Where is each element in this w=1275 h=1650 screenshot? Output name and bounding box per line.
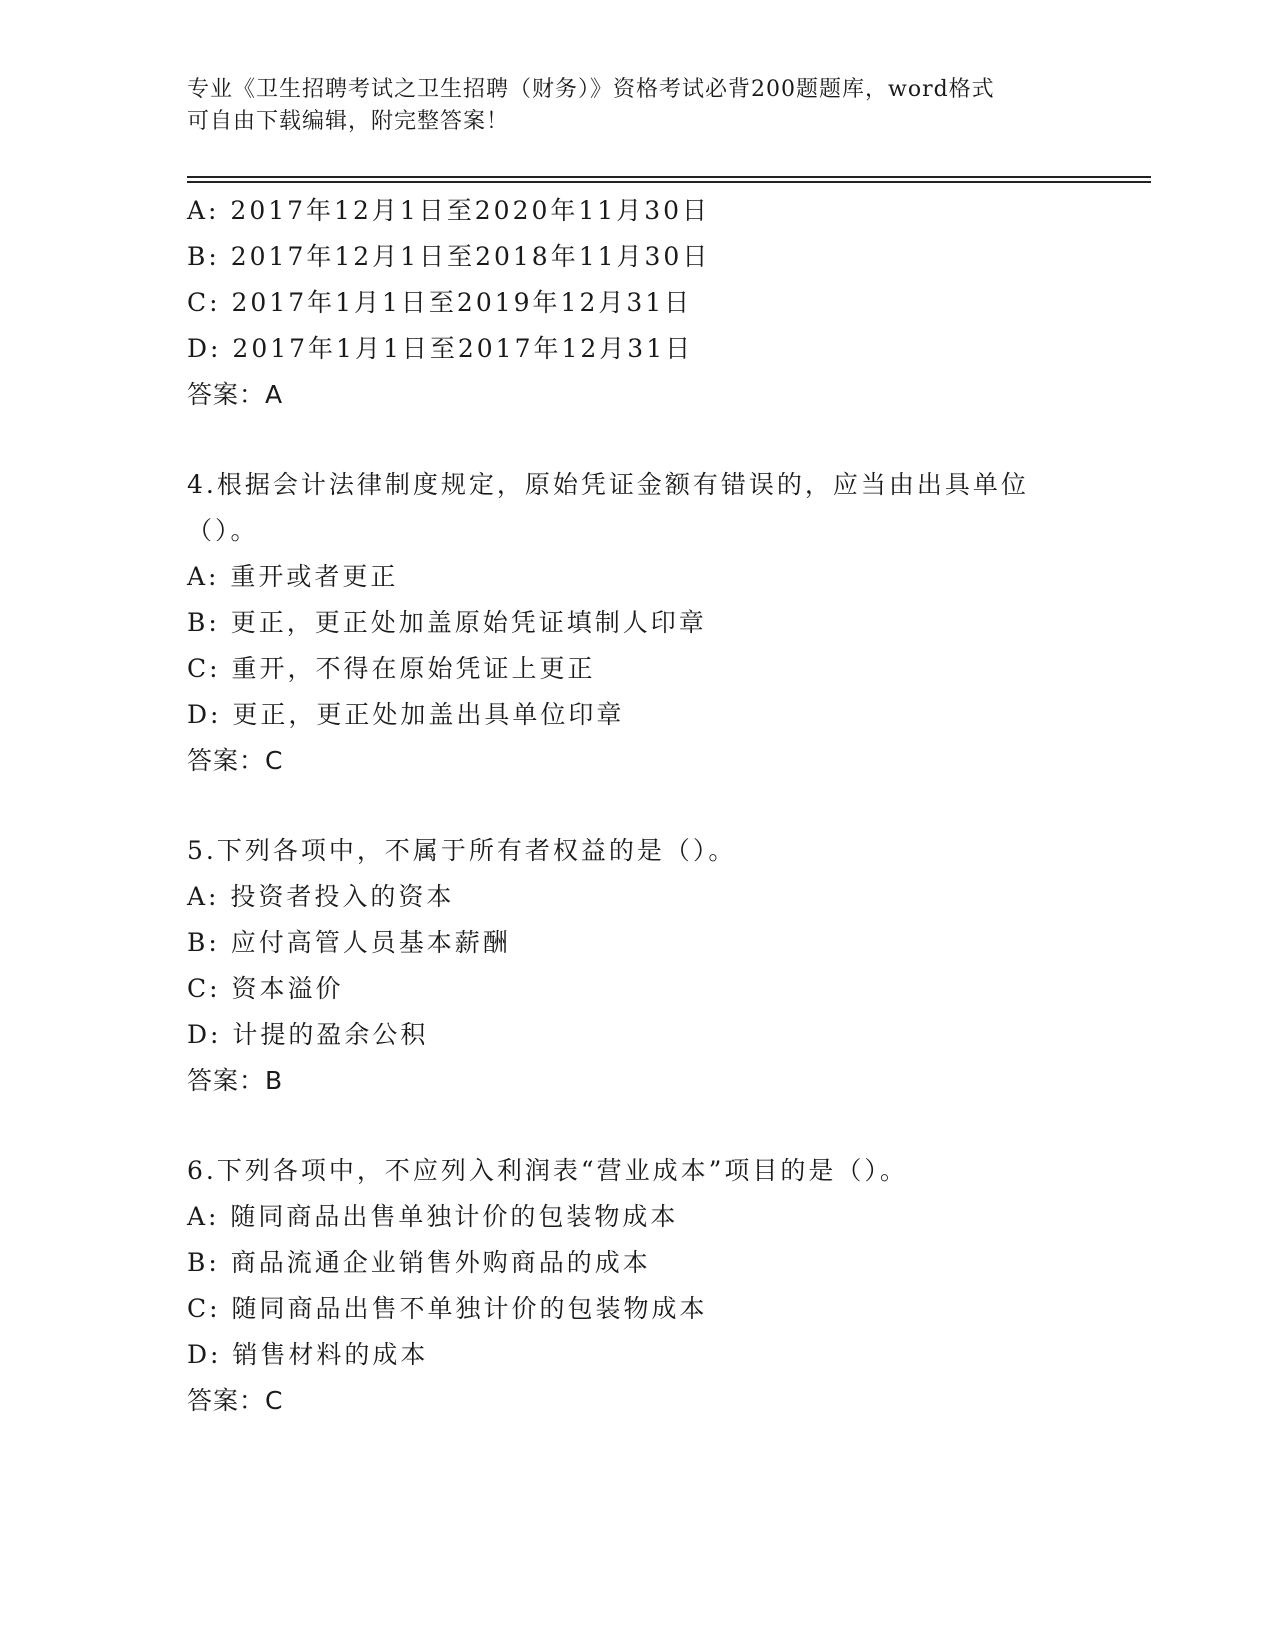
question-stem: 5.下列各项中，不属于所有者权益的是（）。 — [187, 836, 737, 865]
option-b: B: 2017年12月1日至2018年11月30日 — [187, 242, 711, 271]
option-b: B: 商品流通企业销售外购商品的成本 — [187, 1248, 651, 1277]
option-d: D: 销售材料的成本 — [187, 1340, 429, 1369]
header-line-1: 专业《卫生招聘考试之卫生招聘（财务）》资格考试必背200题题库，word格式 — [187, 77, 995, 102]
question-stem: 6.下列各项中，不应列入利润表“营业成本”项目的是（）。 — [187, 1156, 908, 1185]
option-c: C: 随同商品出售不单独计价的包装物成本 — [187, 1294, 708, 1323]
answer: 答案：B — [187, 1066, 284, 1095]
question-3 — [187, 188, 1087, 418]
answer: 答案：C — [187, 746, 284, 775]
header-divider-top — [187, 176, 1151, 178]
option-a: A: 随同商品出售单独计价的包装物成本 — [187, 1202, 679, 1231]
question-stem: 4.根据会计法律制度规定，原始凭证金额有错误的，应当由出具单位（）。 — [187, 470, 1029, 545]
answer: 答案：C — [187, 1386, 284, 1415]
option-b: B: 应付高管人员基本薪酬 — [187, 928, 511, 957]
header-divider-bottom — [187, 181, 1151, 183]
option-c: C: 资本溢价 — [187, 974, 344, 1003]
header-line-2: 可自由下载编辑，附完整答案！ — [187, 109, 510, 134]
option-d: D: 计提的盈余公积 — [187, 1020, 429, 1049]
spacer — [187, 418, 1087, 462]
answer: 答案：A — [187, 380, 284, 409]
spacer — [187, 1104, 1087, 1148]
option-d: D: 2017年1月1日至2017年12月31日 — [187, 334, 694, 363]
option-b: B: 更正，更正处加盖原始凭证填制人印章 — [187, 608, 707, 637]
option-c: C: 2017年1月1日至2019年12月31日 — [187, 288, 693, 317]
option-a: A: 2017年12月1日至2020年11月30日 — [187, 196, 711, 225]
document-header — [187, 74, 1087, 138]
option-a: A: 重开或者更正 — [187, 562, 399, 591]
option-c: C: 重开，不得在原始凭证上更正 — [187, 654, 596, 683]
question-list — [187, 188, 1087, 1424]
question-6 — [187, 1148, 1087, 1424]
spacer — [187, 784, 1087, 828]
question-5 — [187, 828, 1087, 1104]
option-a: A: 投资者投入的资本 — [187, 882, 455, 911]
option-d: D: 更正，更正处加盖出具单位印章 — [187, 700, 625, 729]
question-4 — [187, 462, 1087, 784]
